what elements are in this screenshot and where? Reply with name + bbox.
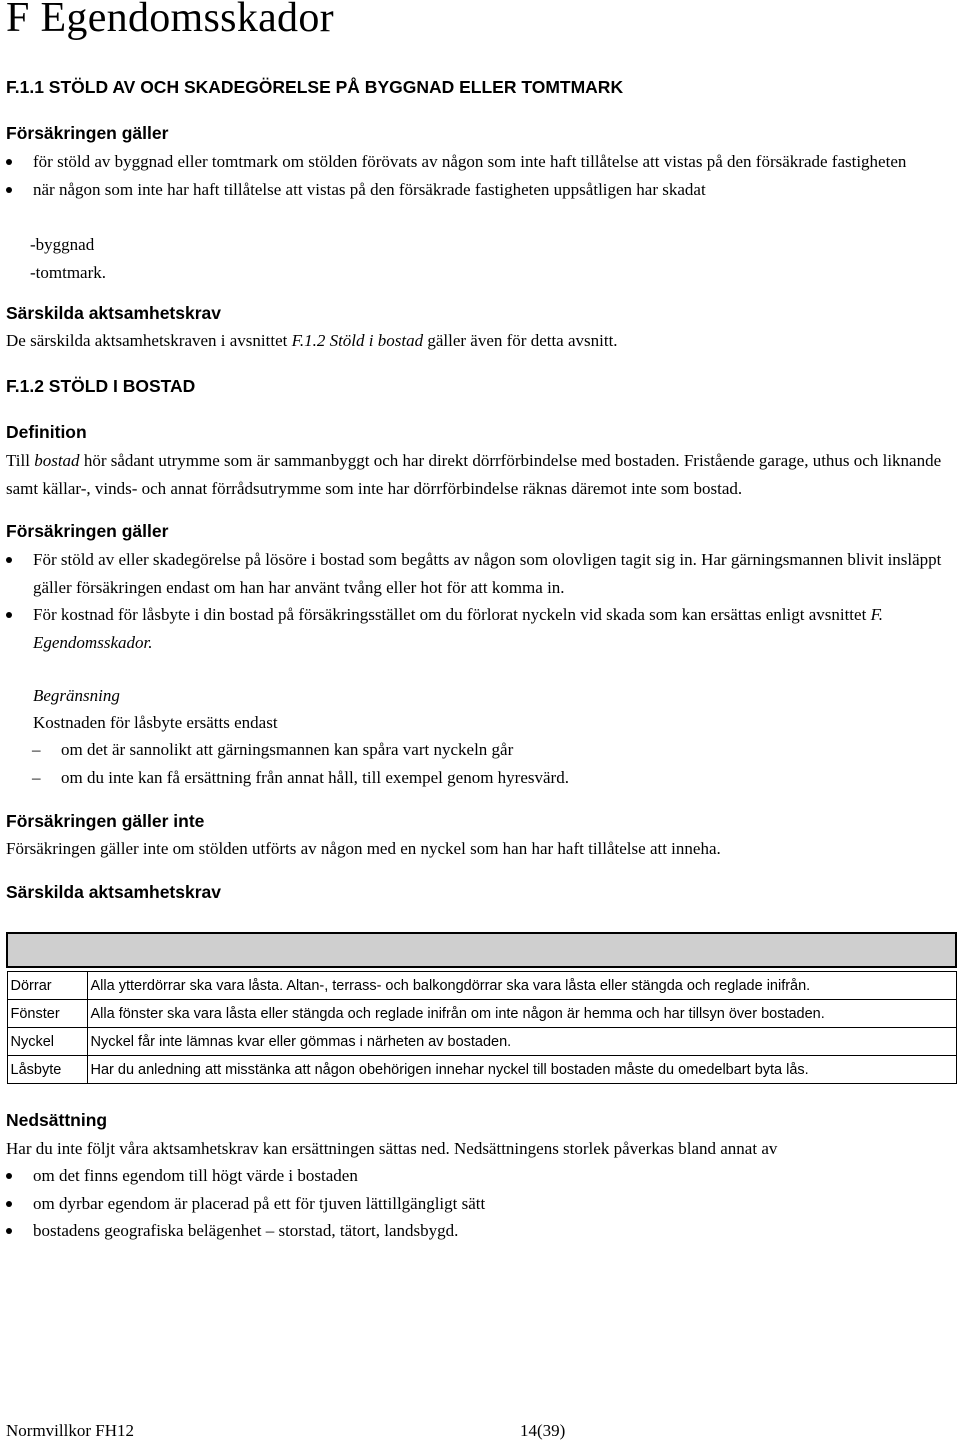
footer-document-name: Normvillkor FH12 <box>6 1421 134 1440</box>
table-cell-key: Dörrar <box>7 972 87 1000</box>
list-item: för stöld av byggnad eller tomtmark om stölden förövats av någon som inte haft tillåtelse att vistas på den försäkrade fastigheten <box>6 148 956 176</box>
table-cell-key: Nyckel <box>7 1028 87 1056</box>
table-cell-value: Har du anledning att misstänka att någon obehörigen innehar nyckel till bostaden måste du omedelbart byta lås. <box>87 1056 956 1084</box>
table-cell-value: Nyckel får inte lämnas kvar eller gömmas i närheten av bostaden. <box>87 1028 956 1056</box>
dash-icon: – <box>32 740 41 759</box>
table-row <box>7 1000 956 1028</box>
defined-term: bostad <box>34 451 80 470</box>
not-applies-heading: Försäkringen gäller inte <box>6 811 205 831</box>
limitation-list <box>6 736 956 791</box>
reduction-list <box>6 1162 956 1245</box>
list-item: när någon som inte har haft tillåtelse att vistas på den försäkrade fastigheten uppsåtligen har skadat <box>6 176 956 204</box>
list-item: -byggnad <box>30 235 95 254</box>
reduction-heading: Nedsättning <box>6 1110 108 1130</box>
dash-icon: – <box>32 767 41 787</box>
section-reference: F.1.2 Stöld i bostad <box>291 331 424 350</box>
table-cell-value: Alla fönster ska vara låsta eller stängda och reglade inifrån om inte någon är hemma och har tillsyn över bostaden. <box>87 1000 956 1028</box>
table-cell-value: Alla ytterdörrar ska vara låsta. Altan-, terrass- och balkongdörrar ska vara låsta eller stängda och reglade inifrån. <box>87 972 956 1000</box>
list-item: om dyrbar egendom är placerad på ett för tjuven lättillgängligt sätt <box>6 1190 956 1218</box>
table-row <box>7 1056 956 1084</box>
damaged-items-list <box>30 231 106 286</box>
table-row <box>7 972 956 1000</box>
bullet-icon <box>6 159 12 165</box>
reduction-text: Har du inte följt våra aktsamhetskrav kan ersättningen sättas ned. Nedsättningens storlek påverkas bland annat av <box>6 1139 778 1158</box>
care-heading-f12: Särskilda aktsamhetskrav <box>6 882 221 902</box>
subsection-heading-f11: F.1.1 STÖLD AV OCH SKADEGÖRELSE PÅ BYGGNAD ELLER TOMTMARK <box>6 77 624 97</box>
definition-text: Till bostad hör sådant utrymme som är sammanbyggt och har direkt dörrförbindelse med bostaden. Fristående garage, uthus och liknande samt källar-, vinds- och annat förrådsutrymme som inte har dörrförbindelse räknas däremot inte som bostad. <box>6 451 942 498</box>
list-item: För stöld av eller skadegörelse på lösöre i bostad som begåtts av någon som olovligen tagit sig in. Har gärningsmannen blivit insläppt gäller försäkringen endast om han har använt tvång eller hot för att komma in. <box>6 546 956 601</box>
list-item: bostadens geografiska belägenhet – storstad, tätort, landsbygd. <box>6 1217 956 1245</box>
bullet-icon <box>6 557 12 563</box>
table-cell-key: Fönster <box>7 1000 87 1028</box>
list-item: – om det är sannolikt att gärningsmannen kan spåra vart nyckeln går <box>6 736 956 764</box>
applies-list-f11 <box>6 148 956 203</box>
table-cell-key: Låsbyte <box>7 1056 87 1084</box>
section-title: F Egendomsskador <box>6 0 334 41</box>
bullet-icon <box>6 1228 12 1234</box>
limitation-intro: Kostnaden för låsbyte ersätts endast <box>33 713 278 732</box>
bullet-icon <box>6 187 12 193</box>
definition-heading: Definition <box>6 422 87 442</box>
applies-heading-f12: Försäkringen gäller <box>6 521 169 541</box>
list-item: -tomtmark. <box>30 262 107 282</box>
list-item: – om du inte kan få ersättning från annat håll, till exempel genom hyresvärd. <box>6 764 956 792</box>
care-heading-f11: Särskilda aktsamhetskrav <box>6 303 221 323</box>
bullet-icon <box>6 1173 12 1179</box>
care-text-f11: De särskilda aktsamhetskraven i avsnittet F.1.2 Stöld i bostad gäller även för detta avsnitt. <box>6 331 618 350</box>
care-requirements-table <box>6 932 957 1084</box>
footer-page-number: 14(39) <box>520 1421 566 1440</box>
list-item: om det finns egendom till högt värde i bostaden <box>6 1162 956 1190</box>
bullet-icon <box>6 1201 12 1207</box>
table-header-row <box>7 933 956 967</box>
subsection-heading-f12: F.1.2 STÖLD I BOSTAD <box>6 376 196 396</box>
limitation-heading: Begränsning <box>33 686 120 705</box>
applies-heading-f11: Försäkringen gäller <box>6 123 169 143</box>
list-item: För kostnad för låsbyte i din bostad på försäkringsstället om du förlorat nyckeln vid skada som kan ersättas enligt avsnittet F. Egendomsskador. <box>6 601 956 656</box>
bullet-icon <box>6 612 12 618</box>
not-applies-text: Försäkringen gäller inte om stölden utförts av någon med en nyckel som han har haft tillåtelse att inneha. <box>6 839 721 858</box>
table-row <box>7 1028 956 1056</box>
applies-list-f12 <box>6 546 956 656</box>
section-reference: F. Egendomsskador. <box>33 605 884 652</box>
